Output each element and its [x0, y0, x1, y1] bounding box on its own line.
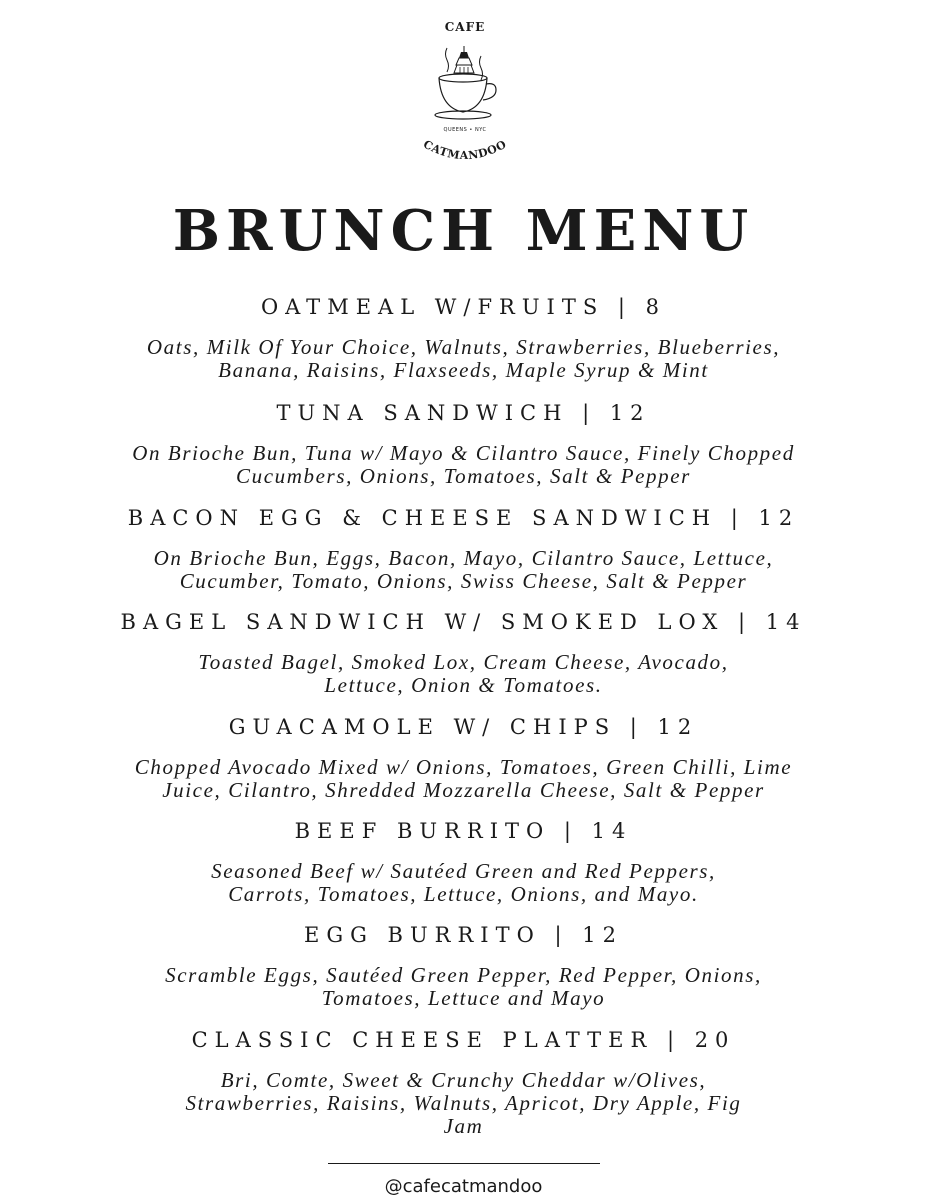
menu-item-description — [40, 651, 887, 697]
menu-item — [40, 816, 887, 906]
description-line: Toasted Bagel, Smoked Lox, Cream Cheese, Avocado, — [198, 650, 729, 674]
menu-title: BRUNCH MENU — [172, 198, 755, 264]
menu-item-name: OATMEAL W/FRUITS | 8 — [260, 295, 667, 319]
description-line: Strawberries, Raisins, Walnuts, Apricot, Dry Apple, Fig — [185, 1091, 742, 1115]
description-line: Banana, Raisins, Flaxseeds, Maple Syrup & Mint — [218, 358, 709, 382]
svg-text:CATMANDOO: CATMANDOO — [421, 137, 509, 163]
menu-item — [40, 920, 887, 1010]
description-line: Bri, Comte, Sweet & Crunchy Cheddar w/Olives, — [220, 1068, 707, 1092]
social-handle: @cafecatmandoo — [384, 1176, 543, 1197]
description-line: Seasoned Beef w/ Sautéed Green and Red Peppers, — [211, 859, 716, 883]
logo-curved-name — [413, 130, 517, 170]
cafe-logo — [413, 18, 517, 168]
logo-top-text: CAFE — [444, 20, 486, 34]
menu-item — [40, 1025, 887, 1138]
description-line: Chopped Avocado Mixed w/ Onions, Tomatoes, Green Chilli, Lime — [134, 755, 793, 779]
description-line: Scramble Eggs, Sautéed Green Pepper, Red Pepper, Onions, — [165, 963, 762, 987]
menu-item — [40, 712, 887, 802]
menu-item-name: BACON EGG & CHEESE SANDWICH | 12 — [127, 506, 800, 530]
menu-item-description — [40, 442, 887, 488]
coffee-cup-with-temple-icon — [433, 46, 497, 126]
footer-divider — [328, 1163, 600, 1164]
logo-location-text: QUEENS • NYC — [443, 127, 487, 133]
description-line: Juice, Cilantro, Shredded Mozzarella Cheese, Salt & Pepper — [162, 778, 765, 802]
menu-item-name: CLASSIC CHEESE PLATTER | 20 — [191, 1028, 736, 1052]
menu-item — [40, 292, 887, 382]
description-line: Jam — [443, 1114, 484, 1138]
menu-item — [40, 607, 887, 697]
menu-item — [40, 398, 887, 488]
description-line: Tomatoes, Lettuce and Mayo — [321, 986, 606, 1010]
menu-item-name: BAGEL SANDWICH W/ SMOKED LOX | 14 — [120, 610, 807, 634]
menu-item-description — [40, 547, 887, 593]
menu-item — [40, 503, 887, 593]
description-line: Cucumbers, Onions, Tomatoes, Salt & Pepper — [236, 464, 691, 488]
description-line: Lettuce, Onion & Tomatoes. — [324, 673, 603, 697]
menu-item-description — [40, 1069, 887, 1138]
menu-item-description — [40, 336, 887, 382]
menu-item-name: TUNA SANDWICH | 12 — [276, 401, 651, 425]
description-line: Oats, Milk Of Your Choice, Walnuts, Strawberries, Blueberries, — [146, 335, 781, 359]
description-line: Cucumber, Tomato, Onions, Swiss Cheese, Salt & Pepper — [179, 569, 748, 593]
menu-item-name: GUACAMOLE W/ CHIPS | 12 — [228, 715, 699, 739]
menu-item-description — [40, 860, 887, 906]
description-line: On Brioche Bun, Eggs, Bacon, Mayo, Cilantro Sauce, Lettuce, — [153, 546, 774, 570]
menu-item-name: BEEF BURRITO | 14 — [294, 819, 633, 843]
menu-item-description — [40, 756, 887, 802]
description-line: Carrots, Tomatoes, Lettuce, Onions, and Mayo. — [228, 882, 699, 906]
menu-item-description — [40, 964, 887, 1010]
description-line: On Brioche Bun, Tuna w/ Mayo & Cilantro Sauce, Finely Chopped — [132, 441, 795, 465]
menu-item-name: EGG BURRITO | 12 — [304, 923, 623, 947]
